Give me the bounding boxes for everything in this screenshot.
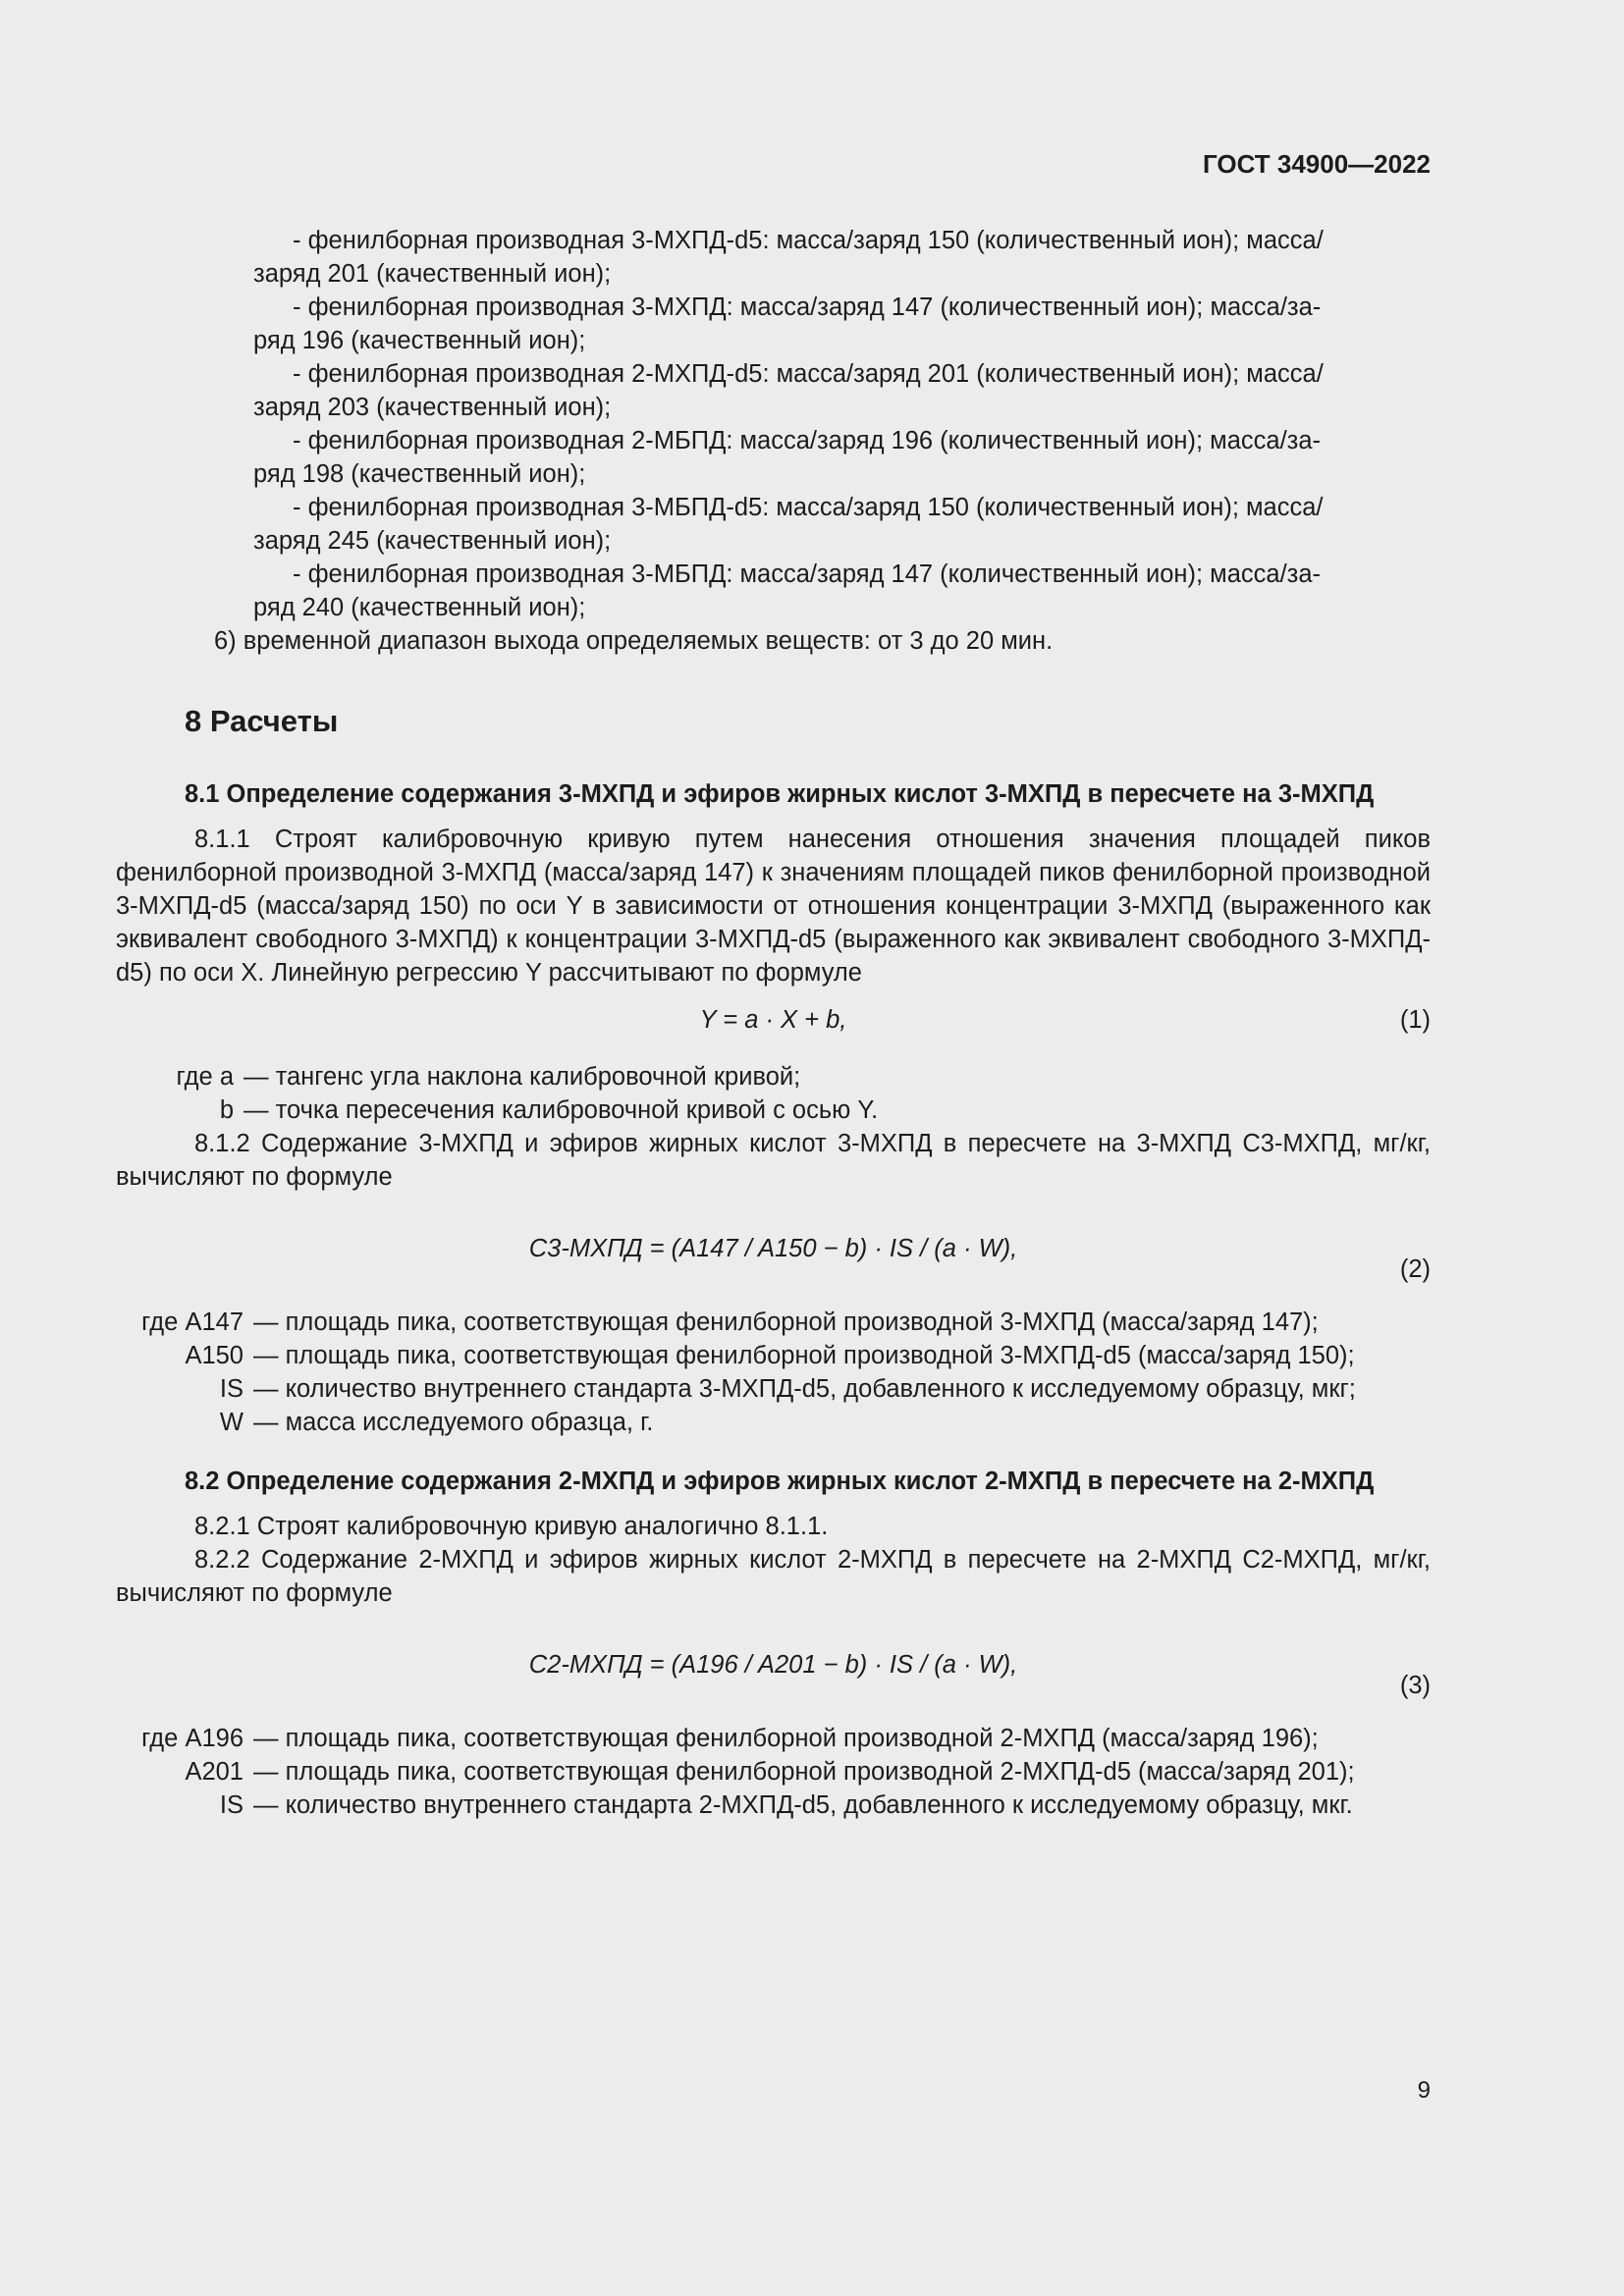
where-item [116, 1722, 1431, 1755]
list-item-cont: заряд 245 (качественный ион); [253, 527, 612, 555]
formula-text: Y = a · X + b, [699, 1006, 847, 1034]
where-label: где A196 [141, 1725, 244, 1752]
where-text: — площадь пика, соответствующая фенилборной производной 3-МХПД-d5 (масса/заряд 150); [253, 1342, 1355, 1369]
page-number: 9 [1417, 2077, 1431, 2104]
where-text: — количество внутреннего стандарта 2-МХПД-d5, добавленного к исследуемому образцу, мкг. [253, 1791, 1353, 1819]
where-text: — точка пересечения калибровочной кривой с осью Y. [244, 1096, 879, 1124]
paragraph: 8.2.2 Содержание 2-МХПД и эфиров жирных кислот 2-МХПД в пересчете на 2-МХПД C2-МХПД, мг/кг, вычисляют по формуле [116, 1546, 1431, 1607]
formula-text: C2-МХПД = (A196 / A201 − b) · IS / (a · W), [528, 1651, 1018, 1679]
where-label: где A147 [141, 1308, 244, 1336]
formula-number: (3) [1399, 1672, 1431, 1699]
where-label: W [219, 1409, 244, 1436]
list-item: - фенилборная производная 3-МХПД: масса/заряд 147 (количественный ион); масса/за- [293, 294, 1322, 321]
where-item [116, 1306, 1431, 1339]
where-item [116, 1755, 1431, 1789]
where-label: A150 [185, 1342, 244, 1369]
where-label: IS [219, 1791, 244, 1819]
formula-3 [116, 1620, 1431, 1710]
where-item [116, 1789, 1431, 1822]
section-title: 8 Расчеты [185, 704, 339, 738]
subsection-title: 8.1 Определение содержания 3-МХПД и эфиров жирных кислот 3-МХПД в пересчете на 3-МХПД [185, 780, 1375, 808]
list-item-cont: заряд 201 (качественный ион); [253, 260, 612, 288]
where-label: A201 [185, 1758, 244, 1786]
list-item: - фенилборная производная 2-МБПД: масса/заряд 196 (количественный ион); масса/за- [293, 427, 1322, 454]
where-text: — площадь пика, соответствующая фенилборной производной 3-МХПД (масса/заряд 147); [253, 1308, 1319, 1336]
list-item-cont: заряд 203 (качественный ион); [253, 394, 612, 421]
where-text: — количество внутреннего стандарта 3-МХПД-d5, добавленного к исследуемому образцу, мкг; [253, 1375, 1356, 1403]
list-item: - фенилборная производная 3-МХПД-d5: масса/заряд 150 (количественный ион); масса/ [293, 227, 1324, 254]
paragraph: 8.1.1 Строят калибровочную кривую путем нанесения отношения значения площадей пиков фенилборной производной 3-МХПД (масса/заряд 147) к значениям площадей пиков фенилборной производной 3-МХПД-d5 (масса/заряд 150) по оси Y в зависимости от отношения концентрации 3-МХПД (выраженного как эквивалент свободного 3-МХПД) к концентрации 3-МХПД-d5 (выраженного как эквивалент свободного 3-МХПД-d5) по оси X. Линейную регрессию Y рассчитывают по формуле [116, 826, 1431, 987]
formula-1 [116, 1003, 1431, 1037]
where-item [116, 1372, 1431, 1406]
formula-2 [116, 1203, 1431, 1294]
where-item [116, 1339, 1431, 1372]
formula-number: (2) [1399, 1255, 1431, 1283]
formula-text: C3-МХПД = (A147 / A150 − b) · IS / (a · W), [528, 1235, 1018, 1262]
where-label: b [219, 1096, 234, 1124]
list-item: - фенилборная производная 3-МБПД-d5: масса/заряд 150 (количественный ион); масса/ [293, 494, 1324, 521]
where-text: — тангенс угла наклона калибровочной кривой; [244, 1063, 801, 1091]
list-item-cont: ряд 198 (качественный ион); [253, 460, 586, 488]
standard-header: ГОСТ 34900—2022 [1203, 149, 1431, 179]
formula-number: (1) [1399, 1006, 1431, 1034]
list-item-cont: ряд 240 (качественный ион); [253, 594, 586, 621]
where-item [116, 1094, 1431, 1127]
list-item: - фенилборная производная 2-МХПД-d5: масса/заряд 201 (количественный ион); масса/ [293, 360, 1324, 388]
where-item [116, 1060, 1431, 1094]
where-text: — площадь пика, соответствующая фенилборной производной 2-МХПД (масса/заряд 196); [253, 1725, 1319, 1752]
where-text: — площадь пика, соответствующая фенилборной производной 2-МХПД-d5 (масса/заряд 201); [253, 1758, 1355, 1786]
where-label: IS [219, 1375, 244, 1403]
paragraph: 8.2.1 Строят калибровочную кривую аналогично 8.1.1. [194, 1513, 829, 1540]
list-item: - фенилборная производная 3-МБПД: масса/заряд 147 (количественный ион); масса/за- [293, 561, 1322, 588]
where-text: — масса исследуемого образца, г. [253, 1409, 654, 1436]
list-item-cont: ряд 196 (качественный ион); [253, 327, 586, 354]
list-item-6: 6) временной диапазон выхода определяемых веществ: от 3 до 20 мин. [214, 627, 1054, 655]
subsection-title: 8.2 Определение содержания 2-МХПД и эфиров жирных кислот 2-МХПД в пересчете на 2-МХПД [185, 1468, 1375, 1495]
paragraph: 8.1.2 Содержание 3-МХПД и эфиров жирных кислот 3-МХПД в пересчете на 3-МХПД C3-МХПД, мг/кг, вычисляют по формуле [116, 1130, 1431, 1191]
where-label: где a [176, 1063, 234, 1091]
page-content [116, 224, 1431, 1822]
where-item [116, 1406, 1431, 1439]
